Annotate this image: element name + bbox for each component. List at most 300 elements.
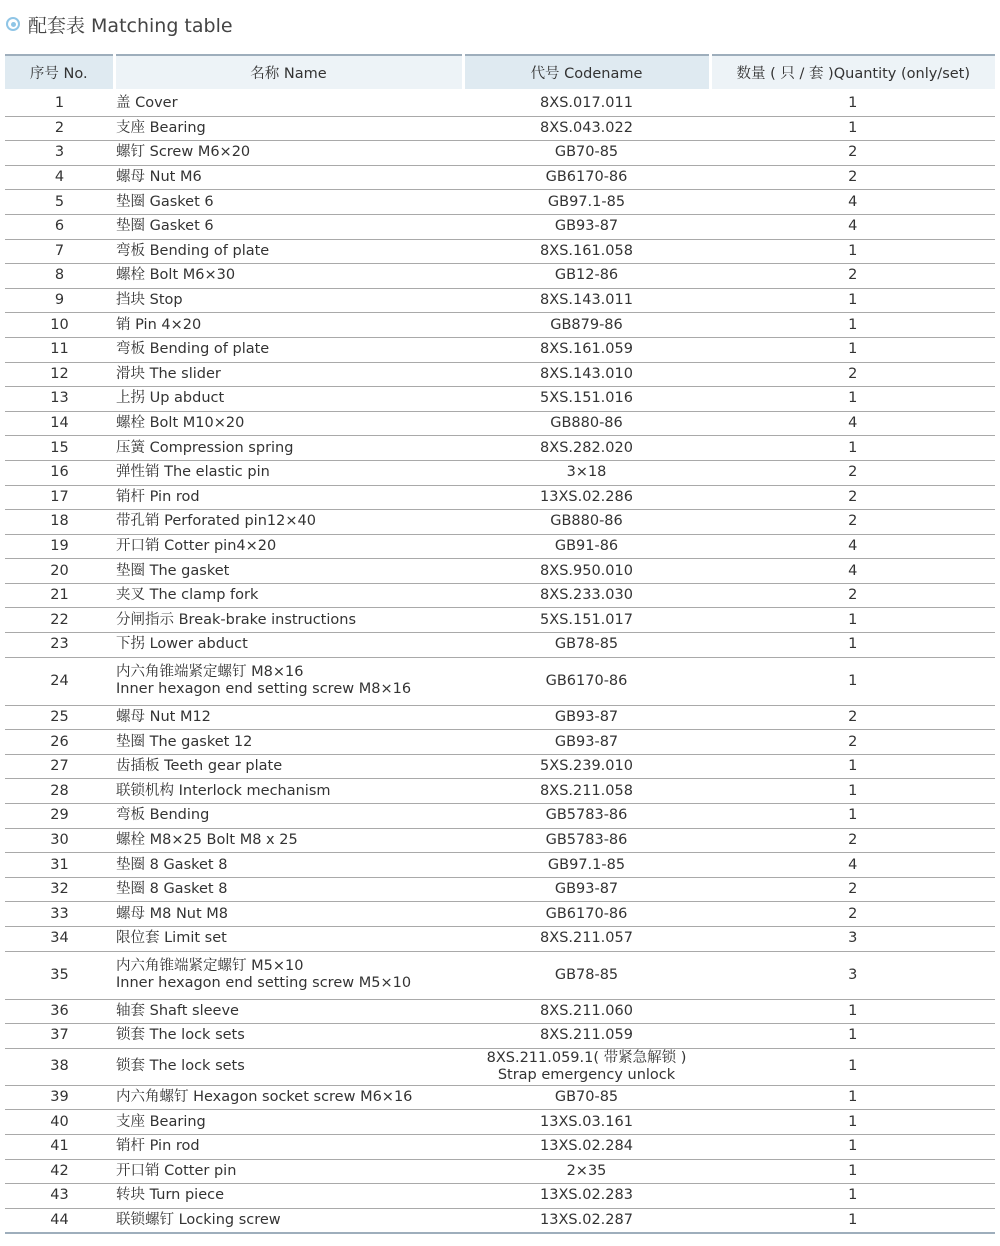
cell-name: [114, 730, 463, 755]
cell-name: [114, 705, 463, 730]
cell-name-text: 内六角螺钉 Hexagon socket screw M6×16: [116, 1089, 413, 1106]
cell-qty: [710, 264, 995, 289]
cell-qty-text: 4: [848, 562, 858, 579]
header-code: 代号 Codename: [463, 55, 710, 91]
cell-code-text: GB12-86: [554, 267, 619, 284]
cell-no: [5, 730, 114, 755]
cell-qty: [710, 141, 995, 166]
matching-table: [5, 54, 995, 1234]
cell-no-text: 20: [50, 562, 69, 579]
cell-no-text: 39: [50, 1089, 69, 1106]
cell-name-text: 弯板 Bending of plate: [116, 242, 270, 259]
cell-name-text: 压簧 Compression spring: [116, 439, 294, 456]
cell-no-text: 1: [54, 95, 65, 112]
cell-name: [114, 288, 463, 313]
table-row: [5, 337, 995, 362]
cell-name-text: 内六角锥端紧定螺钉 M8×16: [116, 664, 304, 681]
cell-name: [114, 239, 463, 264]
cell-qty: [710, 633, 995, 658]
cell-code-text: 8XS.211.060: [540, 1002, 633, 1019]
cell-code-text: 8XS.043.022: [540, 119, 633, 136]
table-row: [5, 460, 995, 485]
cell-no: [5, 902, 114, 927]
cell-no-text: 8: [54, 267, 65, 284]
cell-no-text: 26: [50, 733, 69, 750]
header-name: 名称 Name: [114, 55, 463, 91]
cell-qty: [710, 436, 995, 461]
cell-code: [463, 657, 710, 705]
table-row: [5, 116, 995, 141]
cell-code-text: 2×35: [566, 1162, 607, 1179]
cell-qty-text: 4: [848, 193, 858, 210]
cell-name: [114, 559, 463, 584]
cell-no-text: 23: [50, 636, 69, 653]
cell-name-text: 下拐 Lower abduct: [116, 636, 248, 653]
cell-name: [114, 804, 463, 829]
cell-qty-text: 2: [848, 513, 858, 530]
cell-no: [5, 214, 114, 239]
cell-no: [5, 116, 114, 141]
table-row: [5, 559, 995, 584]
cell-name-text: 带孔销 Perforated pin12×40: [116, 513, 316, 530]
cell-no-text: 22: [50, 611, 69, 628]
cell-no: [5, 853, 114, 878]
cell-name-text: 螺钉 Screw M6×20: [116, 144, 251, 161]
cell-code-text: 13XS.02.287: [540, 1212, 633, 1229]
table-row: [5, 608, 995, 633]
cell-qty: [710, 1024, 995, 1049]
cell-code: [463, 534, 710, 559]
cell-name: [114, 1208, 463, 1233]
cell-name: [114, 779, 463, 804]
cell-qty-text: 3: [848, 930, 858, 947]
cell-qty-text: 1: [848, 807, 858, 824]
cell-no-text: 41: [50, 1138, 69, 1155]
cell-no: [5, 633, 114, 658]
cell-no: [5, 608, 114, 633]
cell-name-text: 垫圈 The gasket: [116, 562, 230, 579]
cell-no-text: 28: [50, 782, 69, 799]
cell-code: [463, 705, 710, 730]
cell-name-text-line2: Inner hexagon end setting screw M5×10: [116, 975, 412, 992]
cell-name: [114, 1048, 463, 1085]
cell-name-text: 开口销 Cotter pin4×20: [116, 537, 277, 554]
cell-qty: [710, 239, 995, 264]
table-header: [5, 55, 995, 91]
cell-name-text: 夹叉 The clamp fork: [116, 587, 259, 604]
table-row: [5, 1024, 995, 1049]
cell-no: [5, 927, 114, 952]
table-body: [5, 91, 995, 1234]
cell-name: [114, 485, 463, 510]
table-row: [5, 951, 995, 999]
cell-qty-text: 2: [848, 144, 858, 161]
cell-name: [114, 190, 463, 215]
cell-code-text: 8XS.282.020: [540, 439, 633, 456]
cell-code-text: GB880-86: [550, 513, 623, 530]
table-row: [5, 485, 995, 510]
table-row: [5, 633, 995, 658]
cell-name-text: 齿插板 Teeth gear plate: [116, 758, 283, 775]
cell-qty-text: 1: [848, 782, 858, 799]
cell-no: [5, 362, 114, 387]
cell-no-text: 35: [50, 966, 69, 983]
cell-qty-text: 1: [848, 1113, 858, 1130]
cell-name-text: 螺栓 Bolt M6×30: [116, 267, 236, 284]
cell-code: [463, 828, 710, 853]
cell-no: [5, 779, 114, 804]
cell-name-text: 支座 Bearing: [116, 119, 206, 136]
cell-no: [5, 190, 114, 215]
cell-qty-text: 1: [848, 1212, 858, 1229]
cell-no: [5, 91, 114, 117]
cell-no: [5, 1208, 114, 1233]
cell-qty-text: 2: [848, 905, 858, 922]
cell-no: [5, 264, 114, 289]
table-row: [5, 999, 995, 1024]
cell-qty-text: 1: [848, 119, 858, 136]
cell-name: [114, 1085, 463, 1110]
cell-name: [114, 1110, 463, 1135]
cell-code-text: 8XS.161.058: [540, 242, 633, 259]
cell-qty: [710, 1184, 995, 1209]
cell-name-text: 弯板 Bending: [116, 807, 210, 824]
table-row: [5, 877, 995, 902]
cell-code: [463, 1024, 710, 1049]
cell-qty-text: 1: [848, 1187, 858, 1204]
cell-name-text: 挡块 Stop: [116, 292, 183, 309]
cell-name: [114, 633, 463, 658]
cell-code-text: 8XS.211.057: [540, 930, 633, 947]
cell-name: [114, 337, 463, 362]
cell-no: [5, 510, 114, 535]
cell-qty-text: 1: [848, 1138, 858, 1155]
cell-qty-text: 2: [848, 365, 858, 382]
cell-qty: [710, 1085, 995, 1110]
cell-name: [114, 608, 463, 633]
cell-qty: [710, 1208, 995, 1233]
cell-no-text: 44: [50, 1212, 69, 1229]
cell-name-text: 转块 Turn piece: [116, 1187, 225, 1204]
cell-code: [463, 951, 710, 999]
cell-name: [114, 214, 463, 239]
cell-no-text: 21: [50, 587, 69, 604]
cell-name-text: 螺母 Nut M12: [116, 708, 211, 725]
cell-no-text: 2: [54, 119, 65, 136]
header-row: [5, 55, 995, 91]
cell-name-text-line2: Inner hexagon end setting screw M8×16: [116, 681, 412, 698]
table-row: [5, 1134, 995, 1159]
cell-qty-text: 2: [848, 831, 858, 848]
cell-code: [463, 239, 710, 264]
cell-code: [463, 362, 710, 387]
cell-qty: [710, 853, 995, 878]
cell-name: [114, 754, 463, 779]
cell-no: [5, 1048, 114, 1085]
cell-code-text: 8XS.017.011: [540, 95, 633, 112]
table-row: [5, 141, 995, 166]
cell-name-text: 轴套 Shaft sleeve: [116, 1002, 239, 1019]
cell-no: [5, 1159, 114, 1184]
cell-qty: [710, 485, 995, 510]
cell-code: [463, 853, 710, 878]
cell-qty: [710, 91, 995, 117]
cell-code: [463, 1208, 710, 1233]
cell-code: [463, 190, 710, 215]
cell-code: [463, 411, 710, 436]
cell-code-text: GB97.1-85: [547, 856, 626, 873]
cell-no: [5, 1110, 114, 1135]
cell-qty: [710, 214, 995, 239]
cell-code-text: GB6170-86: [545, 905, 628, 922]
cell-code: [463, 754, 710, 779]
cell-code: [463, 1184, 710, 1209]
table-row: [5, 239, 995, 264]
cell-name-text: 锁套 The lock sets: [116, 1058, 245, 1075]
cell-code-text: GB879-86: [550, 316, 623, 333]
cell-code-text: 8XS.211.059.1( 带紧急解锁 ): [486, 1049, 687, 1066]
cell-name-text: 联锁螺钉 Locking screw: [116, 1212, 281, 1229]
cell-no-text: 30: [50, 831, 69, 848]
cell-name-text: 垫圈 8 Gasket 8: [116, 856, 228, 873]
cell-no: [5, 165, 114, 190]
cell-code: [463, 337, 710, 362]
cell-no-text: 38: [50, 1058, 69, 1075]
cell-no-text: 34: [50, 930, 69, 947]
page-title: [6, 10, 233, 38]
cell-code-text: 8XS.211.058: [540, 782, 633, 799]
cell-code: [463, 460, 710, 485]
cell-qty: [710, 927, 995, 952]
cell-qty-text: 1: [848, 1089, 858, 1106]
cell-name-text: 开口销 Cotter pin: [116, 1162, 237, 1179]
cell-code: [463, 485, 710, 510]
cell-no: [5, 1134, 114, 1159]
cell-name-text: 垫圈 The gasket 12: [116, 733, 253, 750]
cell-no: [5, 239, 114, 264]
cell-qty-text: 1: [848, 1162, 858, 1179]
cell-name: [114, 1134, 463, 1159]
cell-name: [114, 362, 463, 387]
cell-no: [5, 1085, 114, 1110]
cell-name: [114, 951, 463, 999]
cell-code-text: 8XS.211.059: [540, 1027, 633, 1044]
cell-no-text: 10: [50, 316, 69, 333]
cell-qty: [710, 804, 995, 829]
cell-code-text: GB5783-86: [545, 831, 628, 848]
table-row: [5, 436, 995, 461]
cell-name-text: 弯板 Bending of plate: [116, 341, 270, 358]
cell-qty: [710, 657, 995, 705]
cell-code-text: GB97.1-85: [547, 193, 626, 210]
cell-name: [114, 411, 463, 436]
cell-qty-text: 2: [848, 267, 858, 284]
cell-name: [114, 657, 463, 705]
table-row: [5, 1085, 995, 1110]
cell-no-text: 4: [54, 169, 65, 186]
cell-code-text: 8XS.143.011: [540, 292, 633, 309]
cell-code: [463, 116, 710, 141]
table-row: [5, 313, 995, 338]
cell-code-text: 13XS.02.286: [540, 488, 633, 505]
cell-code: [463, 877, 710, 902]
cell-name: [114, 91, 463, 117]
cell-no-text: 32: [50, 881, 69, 898]
cell-code: [463, 559, 710, 584]
cell-code-text: 8XS.143.010: [540, 365, 633, 382]
cell-name: [114, 165, 463, 190]
cell-name-text: 支座 Bearing: [116, 1113, 206, 1130]
table-row: [5, 190, 995, 215]
cell-name-text: 螺母 M8 Nut M8: [116, 905, 229, 922]
table-row: [5, 387, 995, 412]
cell-name: [114, 264, 463, 289]
cell-qty-text: 1: [848, 316, 858, 333]
cell-code: [463, 91, 710, 117]
cell-name: [114, 1184, 463, 1209]
cell-name: [114, 534, 463, 559]
cell-qty: [710, 902, 995, 927]
cell-code: [463, 288, 710, 313]
cell-qty-text: 1: [848, 292, 858, 309]
cell-no-text: 25: [50, 708, 69, 725]
cell-code-text: GB880-86: [550, 415, 623, 432]
cell-qty-text: 3: [848, 966, 858, 983]
cell-code-text: GB93-87: [554, 881, 619, 898]
cell-qty: [710, 608, 995, 633]
cell-no-text: 18: [50, 513, 69, 530]
cell-qty: [710, 1134, 995, 1159]
cell-qty: [710, 510, 995, 535]
cell-qty: [710, 1110, 995, 1135]
cell-name-text: 盖 Cover: [116, 95, 178, 112]
header-qty: 数量 ( 只 / 套 )Quantity (only/set): [710, 55, 995, 91]
table-row: [5, 779, 995, 804]
cell-no-text: 3: [54, 144, 65, 161]
cell-no-text: 15: [50, 439, 69, 456]
cell-qty-text: 2: [848, 587, 858, 604]
cell-name: [114, 853, 463, 878]
cell-no-text: 24: [50, 672, 69, 689]
cell-no-text: 40: [50, 1113, 69, 1130]
cell-code-text: 8XS.161.059: [540, 341, 633, 358]
cell-qty: [710, 1048, 995, 1085]
cell-code-text: 8XS.950.010: [540, 562, 633, 579]
cell-qty: [710, 534, 995, 559]
table-row: [5, 1159, 995, 1184]
cell-qty: [710, 165, 995, 190]
cell-qty: [710, 387, 995, 412]
table-row: [5, 534, 995, 559]
cell-name: [114, 999, 463, 1024]
cell-code: [463, 633, 710, 658]
cell-code-text: 5XS.151.017: [540, 611, 633, 628]
cell-name-text: 销杆 Pin rod: [116, 1138, 200, 1155]
cell-code: [463, 608, 710, 633]
cell-no: [5, 313, 114, 338]
cell-code-text: GB91-86: [554, 537, 619, 554]
cell-code-text: GB6170-86: [545, 169, 628, 186]
cell-no: [5, 387, 114, 412]
cell-no-text: 7: [54, 242, 65, 259]
table-row: [5, 1110, 995, 1135]
cell-no-text: 13: [50, 390, 69, 407]
cell-qty-text: 2: [848, 708, 858, 725]
cell-code-text: GB93-87: [554, 218, 619, 235]
cell-qty: [710, 190, 995, 215]
cell-code-text: 13XS.02.284: [540, 1138, 633, 1155]
cell-code-text: GB78-85: [554, 966, 619, 983]
cell-code-text-line2: Strap emergency unlock: [497, 1066, 676, 1083]
cell-no-text: 42: [50, 1162, 69, 1179]
header-no: 序号 No.: [5, 55, 114, 91]
cell-code: [463, 999, 710, 1024]
cell-qty: [710, 337, 995, 362]
cell-name-text: 分闸指示 Break-brake instructions: [116, 611, 357, 628]
cell-name: [114, 877, 463, 902]
cell-qty: [710, 116, 995, 141]
table-row: [5, 1208, 995, 1233]
cell-no: [5, 436, 114, 461]
cell-no-text: 29: [50, 807, 69, 824]
cell-code-text: 13XS.02.283: [540, 1187, 633, 1204]
circle-bullet-icon: [6, 17, 20, 31]
cell-qty-text: 1: [848, 390, 858, 407]
cell-code: [463, 902, 710, 927]
cell-no: [5, 337, 114, 362]
cell-code-text: GB78-85: [554, 636, 619, 653]
cell-name-text: 垫圈 Gasket 6: [116, 218, 214, 235]
cell-no-text: 36: [50, 1002, 69, 1019]
cell-code: [463, 165, 710, 190]
cell-code-text: GB93-87: [554, 733, 619, 750]
cell-no: [5, 559, 114, 584]
cell-name: [114, 902, 463, 927]
cell-no-text: 14: [50, 415, 69, 432]
cell-name: [114, 460, 463, 485]
cell-no-text: 12: [50, 365, 69, 382]
cell-code: [463, 264, 710, 289]
cell-name-text: 垫圈 Gasket 6: [116, 193, 214, 210]
cell-qty-text: 1: [848, 341, 858, 358]
cell-qty-text: 1: [848, 758, 858, 775]
table-row: [5, 927, 995, 952]
cell-code-text: GB6170-86: [545, 672, 628, 689]
cell-no: [5, 657, 114, 705]
cell-name-text: 锁套 The lock sets: [116, 1027, 245, 1044]
cell-qty-text: 1: [848, 1002, 858, 1019]
table-row: [5, 510, 995, 535]
cell-code: [463, 779, 710, 804]
cell-code: [463, 214, 710, 239]
cell-qty-text: 1: [848, 242, 858, 259]
cell-code: [463, 436, 710, 461]
cell-name-text: 上拐 Up abduct: [116, 390, 225, 407]
cell-no-text: 5: [54, 193, 65, 210]
table-row: [5, 804, 995, 829]
cell-name-text: 滑块 The slider: [116, 365, 221, 382]
cell-code: [463, 804, 710, 829]
cell-no-text: 37: [50, 1027, 69, 1044]
cell-no-text: 11: [50, 341, 69, 358]
cell-code: [463, 1048, 710, 1085]
cell-qty-text: 4: [848, 537, 858, 554]
cell-no-text: 17: [50, 488, 69, 505]
cell-code-text: 5XS.239.010: [540, 758, 633, 775]
cell-qty-text: 2: [848, 881, 858, 898]
cell-code-text: 3×18: [566, 464, 607, 481]
table-row: [5, 91, 995, 117]
